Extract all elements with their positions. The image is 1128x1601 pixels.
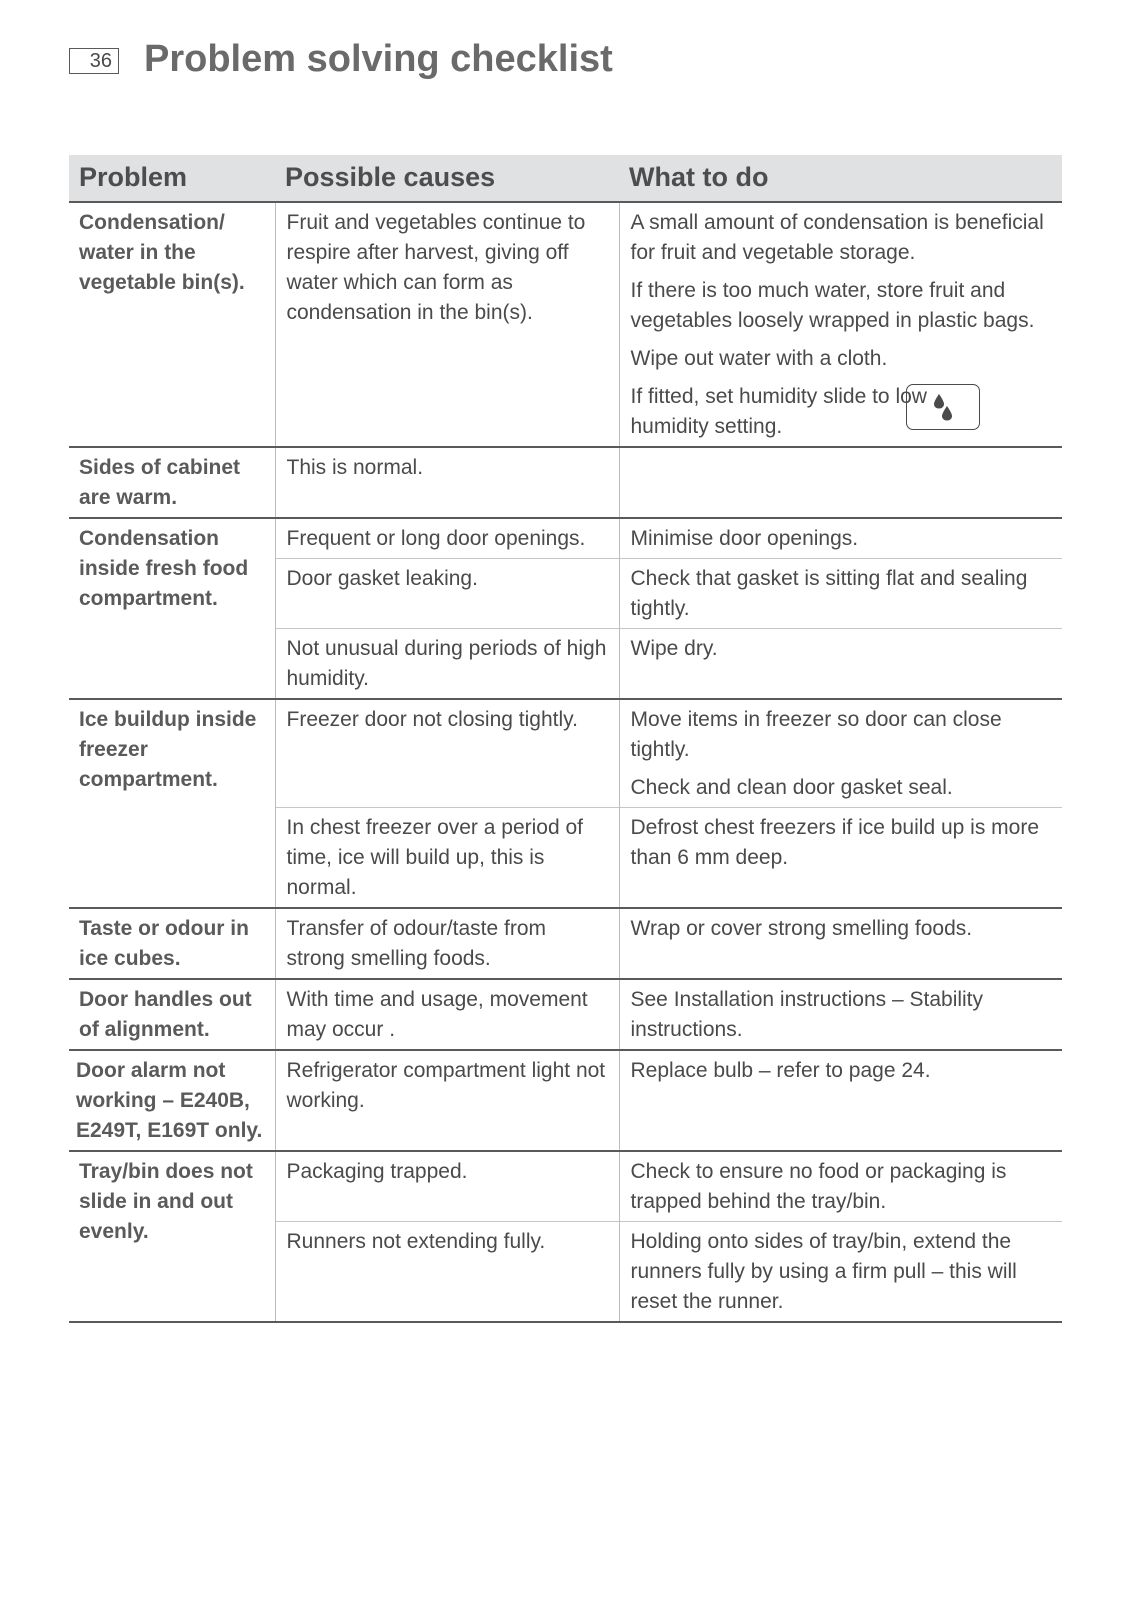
problem-cell: Condensation/ water in the vegetable bin(s).: [69, 202, 275, 447]
page-title: Problem solving checklist: [144, 38, 613, 80]
problem-cell: Tray/bin does not slide in and out evenly.: [69, 1151, 275, 1322]
todo-cell: Holding onto sides of tray/bin, extend the runners fully by using a firm pull – this will reset the runner.: [619, 1222, 1062, 1323]
todo-cell: [619, 202, 1062, 447]
problem-cell: Door handles out of alignment.: [69, 979, 275, 1050]
table-row: [69, 1151, 1062, 1222]
cause-cell: Freezer door not closing tightly.: [275, 699, 619, 808]
todo-cell: [619, 699, 1062, 808]
header-possible-causes: Possible causes: [275, 155, 619, 202]
todo-cell: Minimise door openings.: [619, 518, 1062, 559]
cause-cell: Runners not extending fully.: [275, 1222, 619, 1323]
table-row: [69, 518, 1062, 559]
problem-cell: Ice buildup inside freezer compartment.: [69, 699, 275, 908]
todo-cell: Check to ensure no food or packaging is trapped behind the tray/bin.: [619, 1151, 1062, 1222]
todo-cell: [619, 447, 1062, 518]
problem-solving-table: [69, 155, 1062, 1323]
todo-text: Move items in freezer so door can close tightly.: [630, 708, 1002, 761]
problem-cell: Door alarm not working – E240B, E249T, E169T only.: [69, 1050, 275, 1151]
table-row: [69, 699, 1062, 808]
table-row: [69, 202, 1062, 447]
todo-cell: See Installation instructions – Stability instructions.: [619, 979, 1062, 1050]
todo-text: A small amount of condensation is beneficial for fruit and vegetable storage.: [630, 211, 1044, 264]
cause-cell: Door gasket leaking.: [275, 559, 619, 629]
page-number: 36: [69, 48, 119, 74]
problem-cell: Sides of cabinet are warm.: [69, 447, 275, 518]
todo-cell: Wipe dry.: [619, 629, 1062, 700]
humidity-slide-icon: [906, 384, 980, 430]
cause-cell: With time and usage, movement may occur .: [275, 979, 619, 1050]
cause-cell: In chest freezer over a period of time, ice will build up, this is normal.: [275, 808, 619, 909]
todo-cell: Replace bulb – refer to page 24.: [619, 1050, 1062, 1151]
humidity-instruction: [631, 382, 1053, 442]
todo-text: Wipe out water with a cloth.: [630, 347, 888, 370]
table-row: [69, 447, 1062, 518]
problem-cell: Condensation inside fresh food compartment.: [69, 518, 275, 699]
cause-cell: Packaging trapped.: [275, 1151, 619, 1222]
cause-cell: Not unusual during periods of high humidity.: [275, 629, 619, 700]
table-row: [69, 979, 1062, 1050]
table-row: [69, 1050, 1062, 1151]
cause-cell: This is normal.: [275, 447, 619, 518]
todo-text: If there is too much water, store fruit and vegetables loosely wrapped in plastic bags.: [630, 279, 1035, 332]
table-header-row: [69, 155, 1062, 202]
problem-cell: Taste or odour in ice cubes.: [69, 908, 275, 979]
cause-cell: Fruit and vegetables continue to respire after harvest, giving off water which can form as condensation in the bin(s).: [275, 202, 619, 447]
cause-cell: Transfer of odour/taste from strong smelling foods.: [275, 908, 619, 979]
todo-text: Check and clean door gasket seal.: [630, 776, 953, 799]
cause-cell: Frequent or long door openings.: [275, 518, 619, 559]
todo-cell: Wrap or cover strong smelling foods.: [619, 908, 1062, 979]
todo-cell: Check that gasket is sitting flat and sealing tightly.: [619, 559, 1062, 629]
header-what-to-do: What to do: [619, 155, 1062, 202]
cause-cell: Refrigerator compartment light not working.: [275, 1050, 619, 1151]
table-row: [69, 908, 1062, 979]
todo-cell: Defrost chest freezers if ice build up is more than 6 mm deep.: [619, 808, 1062, 909]
todo-text: If fitted, set humidity slide to low humidity setting.: [630, 385, 927, 438]
header-problem: Problem: [69, 155, 275, 202]
